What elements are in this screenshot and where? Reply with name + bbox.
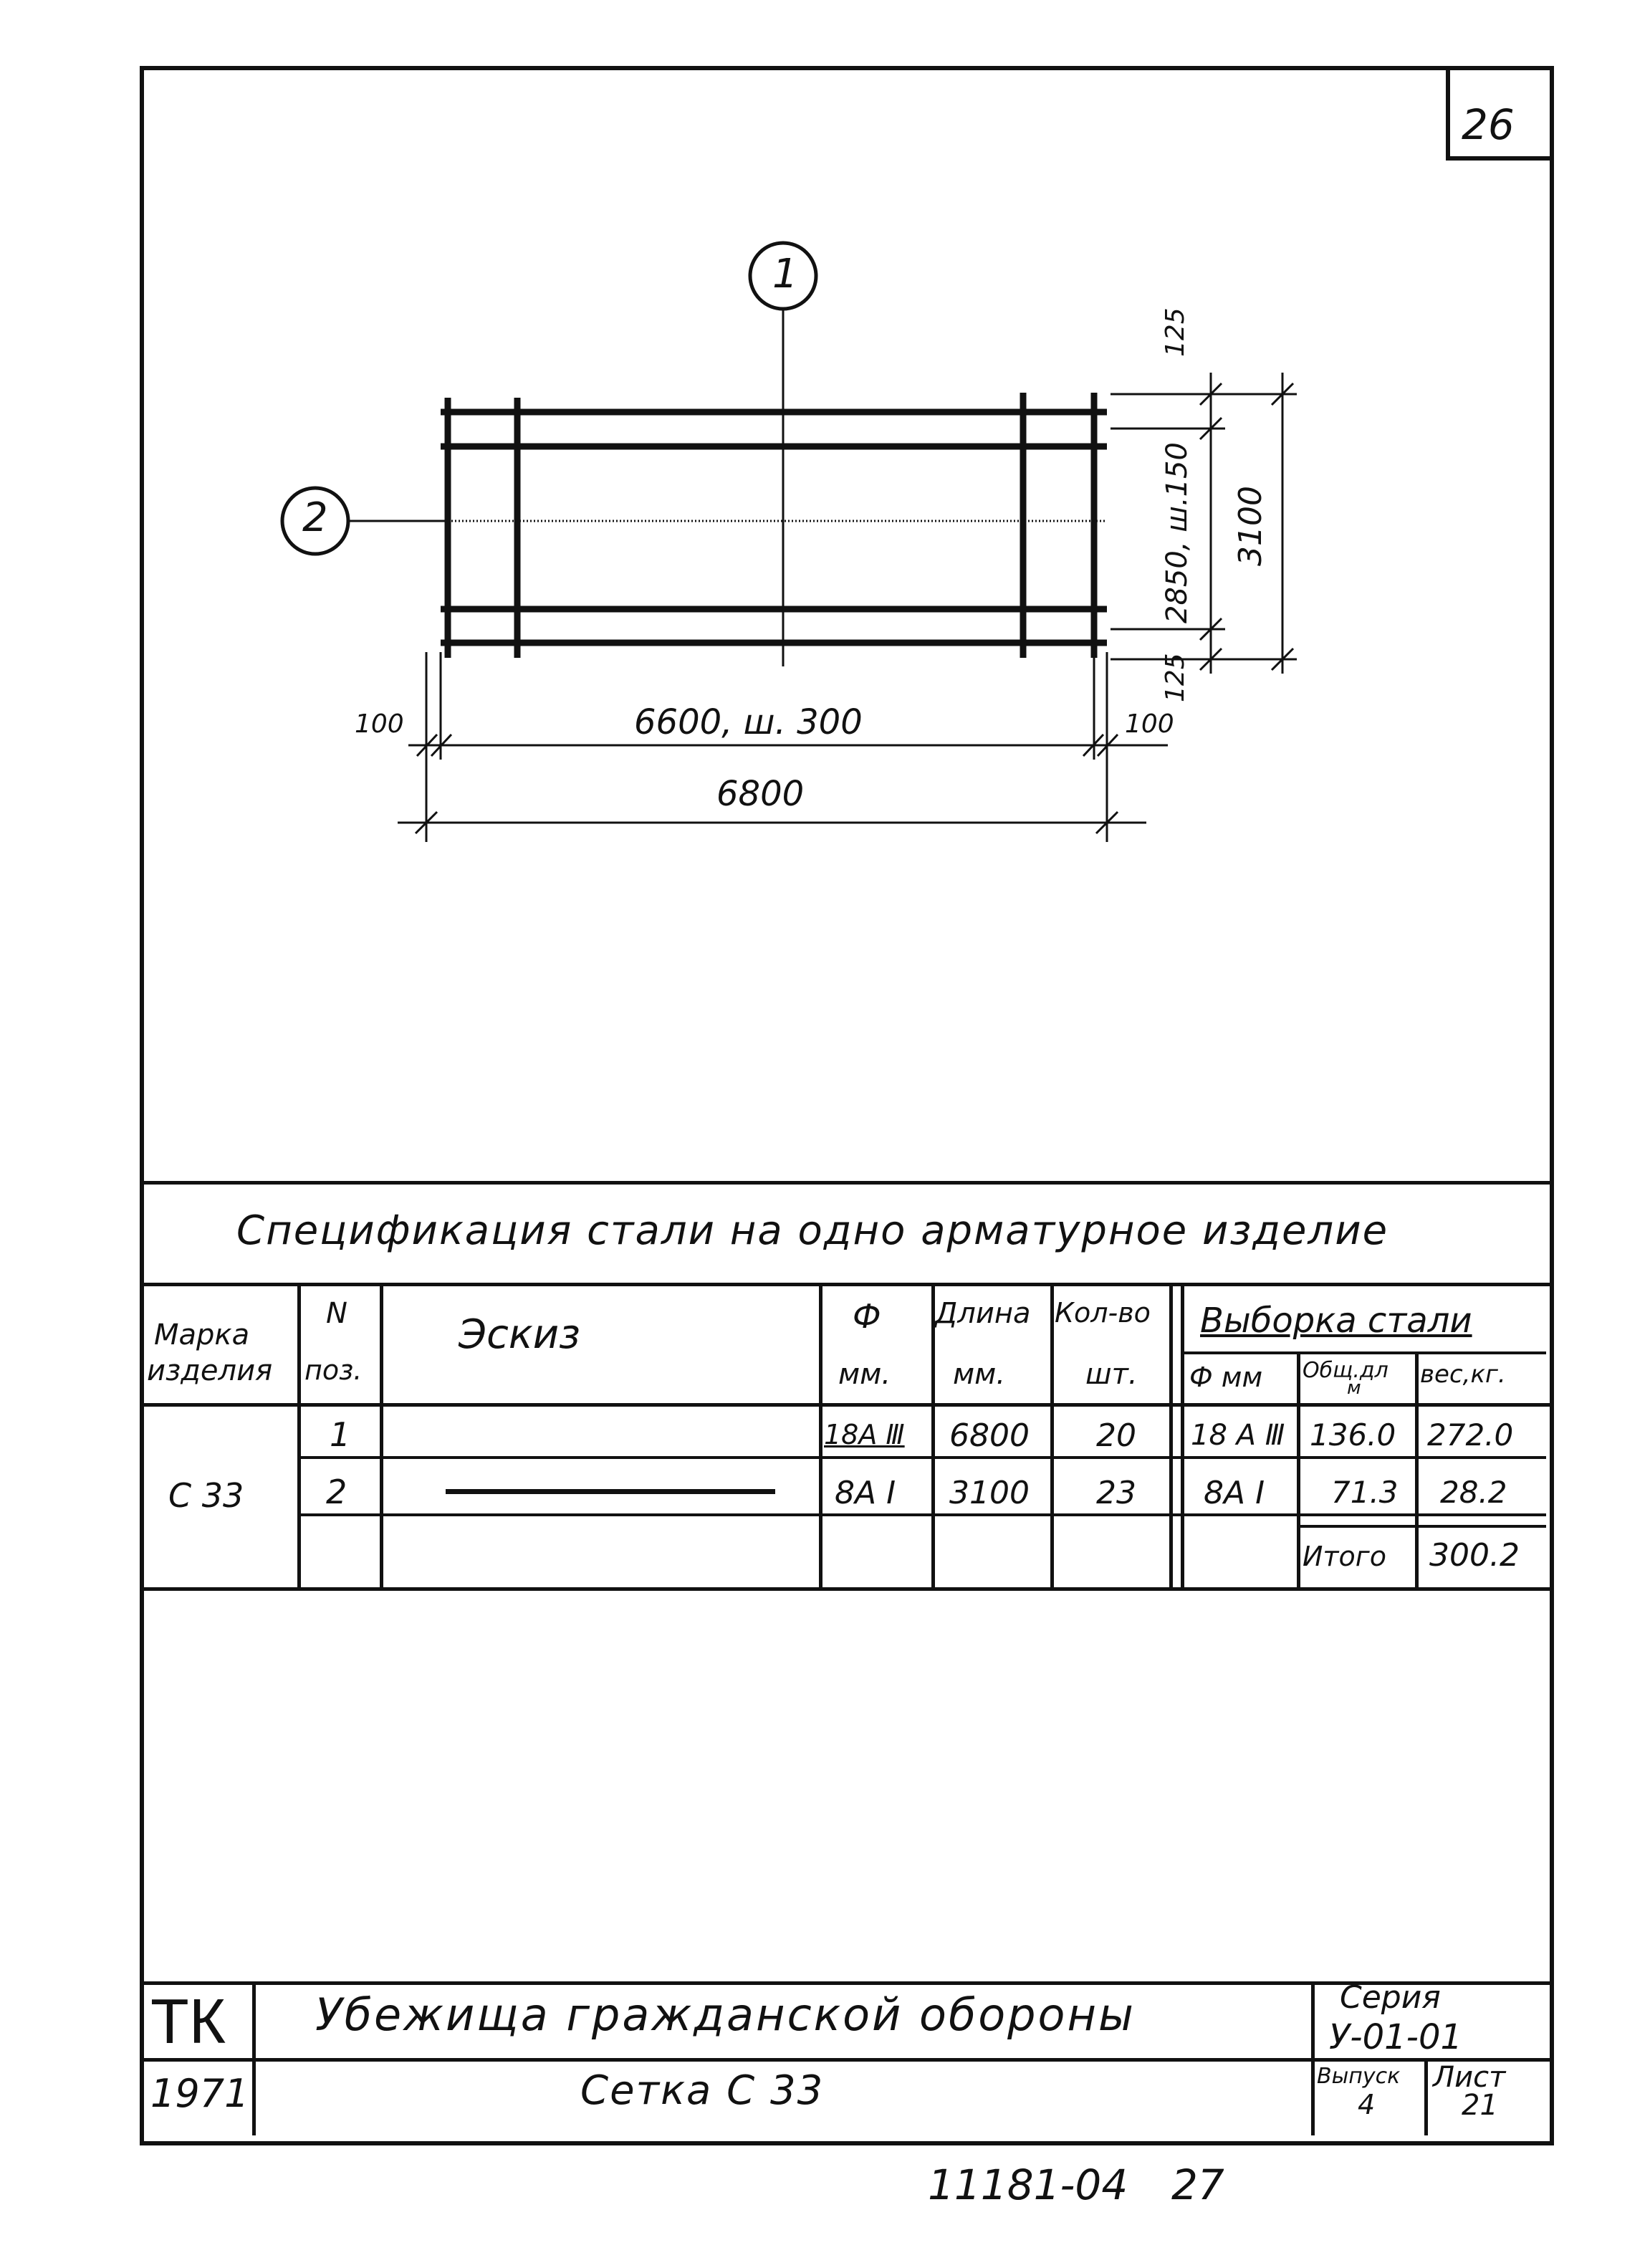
- table-header-bottom: [140, 1403, 1550, 1407]
- document-title: Убежища гражданской обороны: [315, 1989, 1136, 2041]
- row1-total-len: 136.0: [1310, 1417, 1396, 1453]
- row1-weight: 272.0: [1427, 1417, 1514, 1453]
- footer-page: 27: [1171, 2161, 1224, 2209]
- hdr-mark-2: изделия: [147, 1354, 273, 1387]
- hdr-selection: Выборка стали: [1200, 1301, 1472, 1341]
- dim-right-label: 100: [1125, 709, 1174, 739]
- row2-sel-dia: 8A I: [1204, 1475, 1265, 1511]
- row2-qty: 23: [1096, 1475, 1136, 1511]
- hdr-len-1: Длина: [935, 1297, 1031, 1330]
- product-mark: С 33: [168, 1476, 244, 1515]
- col-line: [1050, 1283, 1054, 1591]
- titleblock-col: [252, 1981, 256, 2135]
- callout-2-label: 2: [302, 494, 328, 541]
- sel-subheader-line: [1181, 1351, 1546, 1354]
- document-subtitle: Сетка С 33: [580, 2067, 825, 2114]
- hdr-len-2: мм.: [953, 1358, 1006, 1391]
- col-line: [1181, 1283, 1184, 1591]
- hdr-dia-1: Ф: [853, 1297, 881, 1336]
- dim-top-label: 125: [1161, 307, 1190, 357]
- row2-pos: 2: [326, 1473, 347, 1511]
- dim-total-v-label: 3100: [1232, 486, 1269, 566]
- issue-label: Выпуск: [1317, 2064, 1401, 2089]
- hdr-sel-dia: Ф мм: [1189, 1362, 1263, 1393]
- col-line: [1297, 1354, 1300, 1591]
- dim-total-h-label: 6800: [716, 774, 805, 814]
- footer-code: 11181-04: [928, 2161, 1128, 2209]
- row1-pos: 1: [330, 1415, 351, 1454]
- titleblock-mid: [140, 2058, 1550, 2062]
- row2-weight: 28.2: [1440, 1475, 1507, 1510]
- row2-len: 3100: [949, 1475, 1030, 1511]
- table-bottom: [140, 1587, 1550, 1591]
- hdr-pos-1: N: [326, 1297, 347, 1330]
- sheet-label: Лист: [1433, 2061, 1506, 2094]
- row1-qty: 20: [1096, 1417, 1136, 1454]
- corner-number: 26: [1462, 100, 1515, 149]
- hdr-sketch: Эскиз: [459, 1311, 580, 1358]
- spec-title: Спецификация стали на одно арматурное изделие: [236, 1207, 1389, 1254]
- org-mark: ТК: [150, 1986, 226, 2057]
- hdr-dia-2: мм.: [838, 1358, 891, 1391]
- titleblock-col: [1311, 1981, 1315, 2135]
- sheet-value: 21: [1462, 2089, 1498, 2122]
- spec-top-line: [140, 1181, 1550, 1185]
- hdr-qty-2: шт.: [1085, 1358, 1138, 1391]
- hdr-qty-1: Кол-во: [1055, 1297, 1151, 1329]
- dim-middle-label: 2850, ш.150: [1161, 442, 1194, 623]
- year: 1971: [150, 2071, 249, 2116]
- dim-bottom-label: 125: [1161, 653, 1190, 702]
- hdr-pos-2: поз.: [304, 1354, 363, 1386]
- spec-header-line: [140, 1283, 1550, 1286]
- row1-sel-dia: 18 A Ⅲ: [1191, 1419, 1285, 1452]
- hdr-mark-1: Марка: [154, 1319, 250, 1351]
- callout-1-label: 1: [772, 251, 798, 297]
- row1-len: 6800: [949, 1417, 1030, 1454]
- hdr-sel-len-2: м: [1347, 1377, 1361, 1399]
- row2-sketch-bar: [446, 1489, 775, 1494]
- col-line: [380, 1283, 383, 1591]
- titleblock-col: [1424, 2058, 1428, 2135]
- row2-dia: 8A I: [835, 1475, 896, 1511]
- series-value: У-01-01: [1329, 2017, 1463, 2057]
- titleblock-top: [140, 1981, 1550, 1985]
- dim-inner-label: 6600, ш. 300: [634, 702, 863, 742]
- row-line: [297, 1513, 1546, 1516]
- total-label: Итого: [1303, 1541, 1387, 1572]
- col-line: [1169, 1283, 1173, 1591]
- hdr-sel-len-1: Общ.дл: [1303, 1358, 1388, 1383]
- dim-left-label: 100: [355, 709, 404, 739]
- row2-total-len: 71.3: [1331, 1475, 1399, 1510]
- row1-dia: 18A Ⅲ: [824, 1419, 905, 1450]
- series-label: Серия: [1340, 1979, 1441, 2016]
- issue-value: 4: [1358, 2089, 1376, 2120]
- row-line: [297, 1456, 1546, 1459]
- total-value: 300.2: [1429, 1537, 1520, 1574]
- hdr-sel-weight: вес,кг.: [1420, 1360, 1506, 1389]
- col-line: [1415, 1354, 1419, 1591]
- col-line: [297, 1283, 301, 1591]
- col-line: [819, 1283, 822, 1591]
- total-double-line: [1297, 1525, 1546, 1528]
